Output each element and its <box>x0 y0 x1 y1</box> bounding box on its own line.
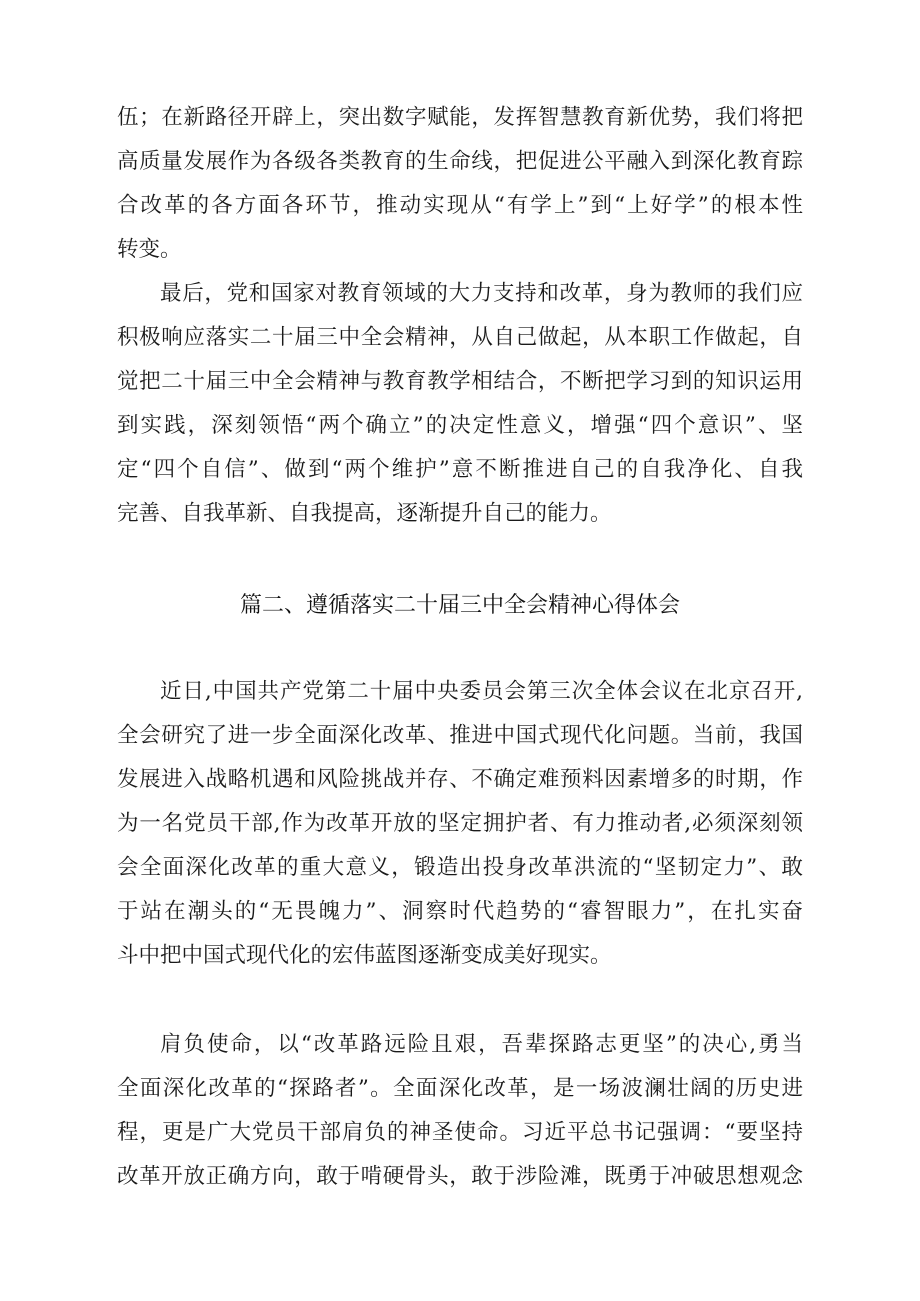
paragraph-4-line-4: 改革开放正确方向，敢于啃硬骨头，敢于涉险滩，既勇于冲破思想观念 <box>117 1164 803 1189</box>
paragraph-4-line-2: 全面深化改革的“探路者”。全面深化改革，是一场波澜壮阔的历史进 <box>117 1076 803 1101</box>
paragraph-4-line-3: 程，更是广大党员干部肩负的神圣使命。习近平总书记强调：“要坚持 <box>117 1120 803 1145</box>
paragraph-2-line-1: 最后，党和国家对教育领域的大力支持和改革，身为教师的我们应 <box>160 281 803 306</box>
paragraph-1-line-2: 高质量发展作为各级各类教育的生命线，把促进公平融入到深化教育踪 <box>117 149 803 174</box>
paragraph-1-line-1: 伍；在新路径开辟上，突出数字赋能，发挥智慧教育新优势，我们将把 <box>117 105 803 130</box>
section-heading: 篇二、遵循落实二十届三中全会精神心得体会 <box>239 593 680 618</box>
paragraph-1-line-4: 转变。 <box>117 237 182 262</box>
paragraph-1-line-3: 合改革的各方面各环节，推动实现从“有学上”到“上好学”的根本性 <box>117 193 803 218</box>
paragraph-3-line-7: 斗中把中国式现代化的宏伟蓝图逐渐变成美好现实。 <box>117 943 612 968</box>
paragraph-2-line-5: 定“四个自信”、做到“两个维护”意不断推进自己的自我净化、自我 <box>117 457 803 482</box>
paragraph-3-line-2: 全会研究了进一步全面深化改革、推进中国式现代化问题。当前，我国 <box>117 723 803 748</box>
paragraph-3-line-4: 为一名党员干部,作为改革开放的坚定拥护者、有力推动者,必须深刻领 <box>117 811 803 836</box>
paragraph-3-line-5: 会全面深化改革的重大意义，锻造出投身改革洪流的“坚韧定力”、敢 <box>117 855 803 880</box>
paragraph-3-line-3: 发展进入战略机遇和风险挑战并存、不确定难预料因素增多的时期，作 <box>117 767 803 792</box>
paragraph-2-line-2: 积极响应落实二十届三中全会精神，从自己做起，从本职工作做起，自 <box>117 325 803 350</box>
paragraph-3-line-1: 近日,中国共产党第二十届中央委员会第三次全体会议在北京召开, <box>160 679 803 704</box>
paragraph-2-line-6: 完善、自我革新、自我提高，逐渐提升自己的能力。 <box>117 501 612 526</box>
paragraph-2-line-3: 觉把二十届三中全会精神与教育教学相结合，不断把学习到的知识运用 <box>117 369 803 394</box>
paragraph-2-line-4: 到实践，深刻领悟“两个确立”的决定性意义，增强“四个意识”、坚 <box>117 413 803 438</box>
paragraph-4-line-1: 肩负使命，以“改革路远险且艰，吾辈探路志更坚”的决心,勇当 <box>160 1032 803 1057</box>
paragraph-3-line-6: 于站在潮头的“无畏魄力”、洞察时代趋势的“睿智眼力”，在扎实奋 <box>117 899 803 924</box>
